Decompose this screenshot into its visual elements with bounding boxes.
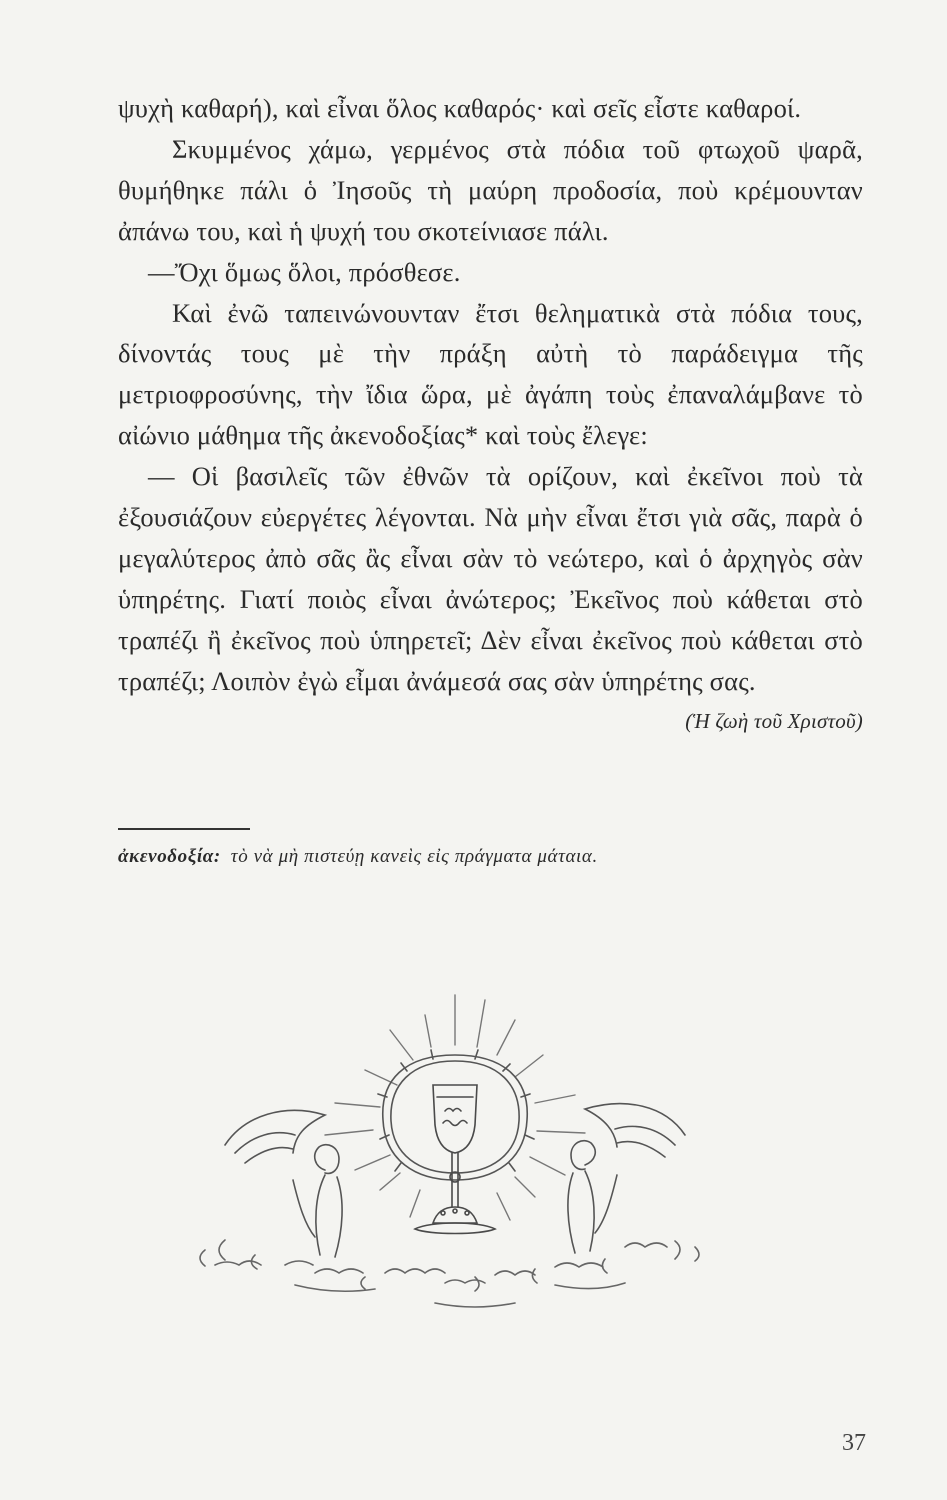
- clouds: [200, 1240, 699, 1307]
- attribution: (Ἡ ζωὴ τοῦ Χριστοῦ): [685, 708, 863, 733]
- right-angel-figure: [568, 1104, 685, 1253]
- chalice: [415, 1085, 495, 1234]
- paragraph-4: Καὶ ἐνῶ ταπεινώνουνταν ἔτσι θεληματικὰ στὰ πόδια τους, δίνοντάς τους μὲ τὴν πράξη αὐτὴ τὸ παράδειγμα τῆς μετριοφροσύνης, τὴν ἴδια ὥρα, μὲ ἀγάπη τοὺς ἐπαναλάμβανε τὸ αἰώνιο μάθημα τῆς ἀκενοδοξίας* καὶ τοὺς ἔλεγε:: [118, 297, 863, 451]
- left-angel-figure: [225, 1110, 342, 1257]
- crown-of-thorns: [378, 1050, 534, 1180]
- chalice-with-angels-illustration: [175, 985, 735, 1325]
- light-rays: [325, 995, 585, 1220]
- paragraph-2: Σκυμμένος χάμω, γερμένος στὰ πόδια τοῦ φτωχοῦ ψαρᾶ, θυμήθηκε πάλι ὁ Ἰησοῦς τὴ μαύρη προδοσία, ποὺ κρέμουνταν ἀπάνω του, καὶ ἡ ψυχή του σκοτείνιασε πάλι.: [118, 133, 863, 246]
- footnote: [118, 846, 863, 868]
- main-text: [118, 88, 863, 740]
- paragraph-1: ψυχὴ καθαρή), καὶ εἶναι ὅλος καθαρός· καὶ σεῖς εἶστε καθαροί.: [118, 93, 802, 123]
- paragraph-5: — Οἱ βασιλεῖς τῶν ἐθνῶν τὰ ορίζουν, καὶ ἐκεῖνοι ποὺ τὰ ἐξουσιάζουν εὐεργέτες λέγονται. Νὰ μὴν εἶναι ἔτσι γιὰ σᾶς, παρὰ ὁ μεγαλύτερος ἀπὸ σᾶς ἂς εἶναι σὰν τὸ νεώτερο, καὶ ὁ ἀρχηγὸς σὰν ὑπηρέτης. Γιατί ποιὸς εἶναι ἀνώτερος; Ἐκεῖνος ποὺ κάθεται στὸ τραπέζι ἢ ἐκεῖνος ποὺ ὑπηρετεῖ; Δὲν εἶναι ἐκεῖνος ποὺ κάθεται στὸ τραπέζι; Λοιπὸν ἐγὼ εἶμαι ἀνάμεσά σας σὰν ὑπηρέτης σας.: [118, 461, 863, 696]
- footnote-rule: [118, 828, 250, 830]
- paragraph-3: —Ὄχι ὅμως ὅλοι, πρόσθεσε.: [148, 256, 461, 287]
- footnote-definition: τὸ νὰ μὴ πιστεύῃ κανεὶς εἰς πράγματα μάταια.: [230, 846, 598, 867]
- footnote-term: ἀκενοδοξία:: [118, 846, 221, 867]
- page-number: 37: [842, 1430, 866, 1456]
